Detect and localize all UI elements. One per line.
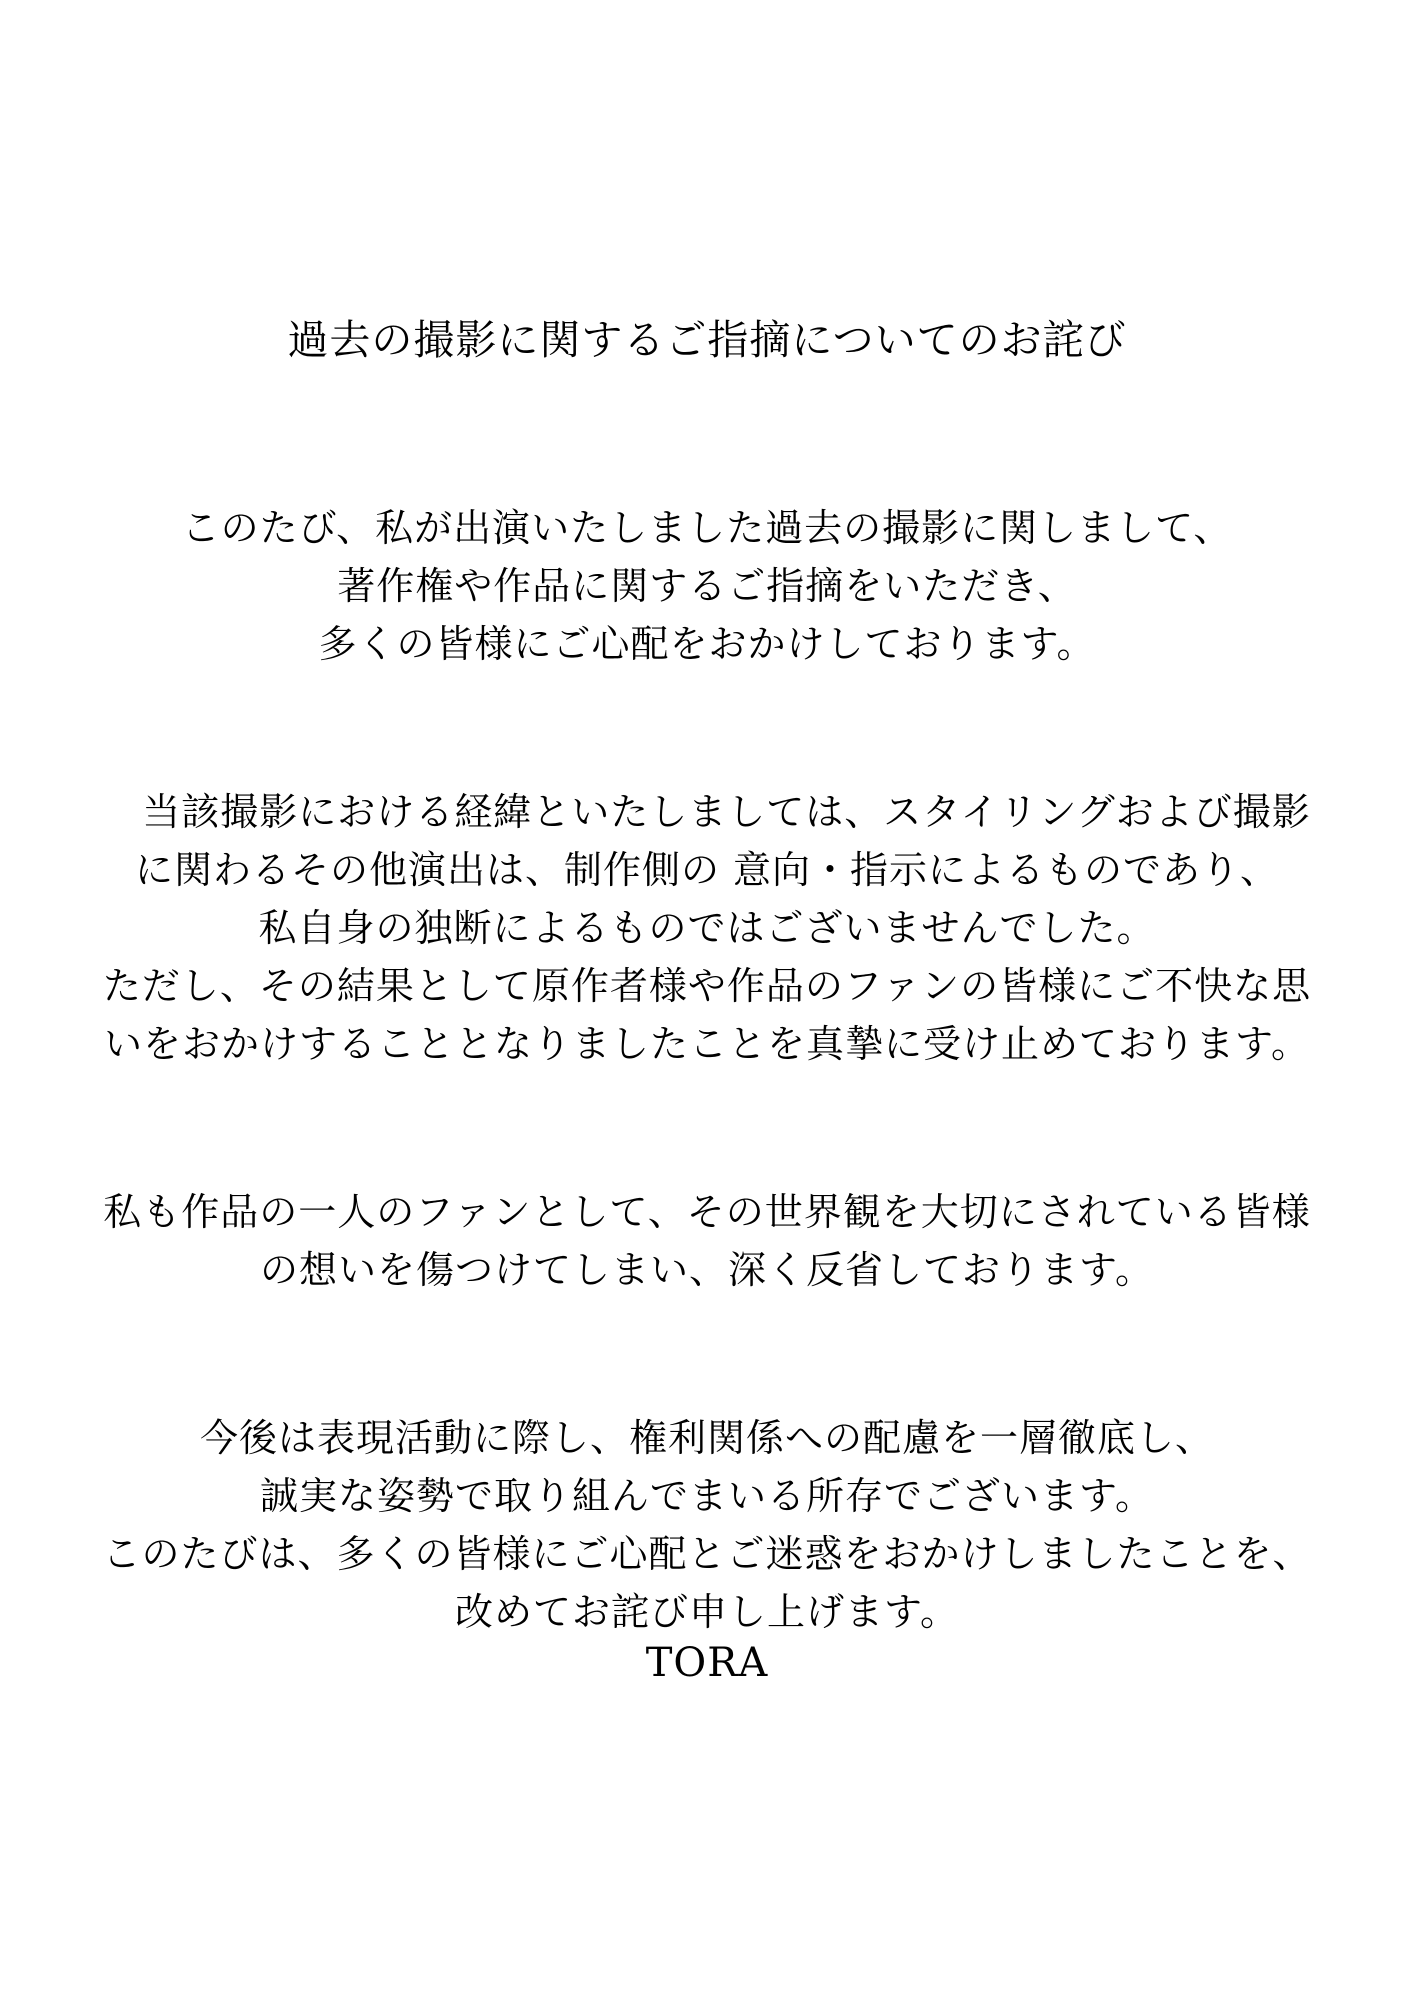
paragraph-1 [60, 499, 1354, 673]
paragraph-line: の想いを傷つけてしまい、深く反省しております。 [260, 1248, 1154, 1292]
paragraph-line: 私も作品の一人のファンとして、その世界観を大切にされている皆様 [103, 1190, 1311, 1234]
paragraph-line: に関わるその他演出は、制作側の 意向・指示によるものであり、 [134, 848, 1280, 892]
paragraph-spacer [60, 673, 1354, 783]
paragraph-2 [60, 783, 1354, 1073]
paragraph-3 [60, 1183, 1354, 1299]
paragraph-4 [60, 1409, 1354, 1641]
paragraph-line: 著作権や作品に関するご指摘をいただき、 [337, 564, 1077, 608]
paragraph-line: 誠実な姿勢で取り組んでまいる所存でございます。 [260, 1474, 1154, 1518]
document-title: 過去の撮影に関するご指摘についてのお詫び [287, 316, 1127, 364]
paragraph-spacer [60, 1073, 1354, 1183]
paragraph-line: ただし、その結果として原作者様や作品のファンの皆様にご不快な思 [102, 964, 1312, 1008]
paragraph-line: このたびは、多くの皆様にご心配とご迷惑をおかけしましたことを、 [102, 1532, 1312, 1576]
paragraph-line: 今後は表現活動に際し、権利関係への配慮を一層徹底し、 [199, 1416, 1214, 1460]
paragraph-line: 私自身の独断によるものではございませんでした。 [258, 906, 1156, 950]
paragraph-line: このたび、私が出演いたしました過去の撮影に関しまして、 [181, 506, 1233, 550]
paragraph-line: いをおかけすることとなりましたことを真摯に受け止めております。 [104, 1022, 1310, 1066]
paragraph-line: 当該撮影における経緯といたしましては、スタイリングおよび撮影 [103, 790, 1311, 834]
document-body [60, 499, 1354, 1641]
paragraph-spacer [60, 1299, 1354, 1409]
paragraph-line: 多くの皆様にご心配をおかけしております。 [318, 622, 1096, 666]
paragraph-line: 改めてお詫び申し上げます。 [455, 1590, 959, 1634]
signature: TORA [645, 1640, 769, 1686]
